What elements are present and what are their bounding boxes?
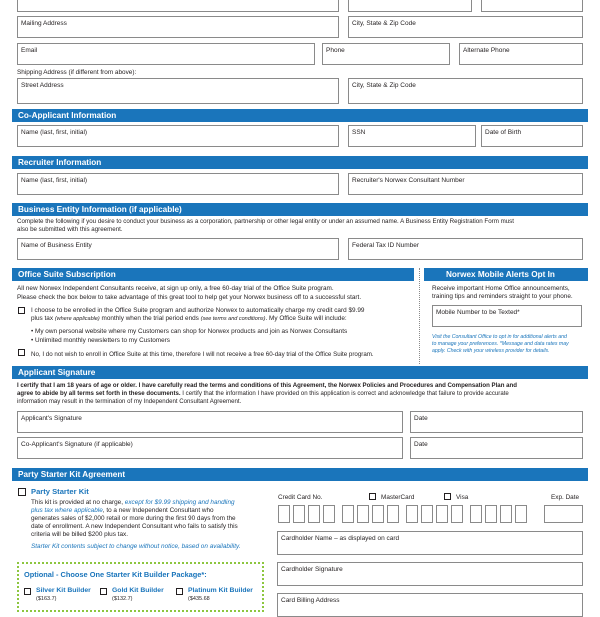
coapplicant-ssn-field[interactable] <box>348 125 476 147</box>
mobile-text-2: training tips and reminders straight to your phone. <box>432 293 573 300</box>
party-starter-kit-header: Party Starter Kit Agreement <box>12 468 588 481</box>
shipping-city-state-zip-field[interactable] <box>348 78 583 104</box>
credit-card-digit-cell[interactable] <box>372 505 384 523</box>
business-entity-header: Business Entity Information (if applicable) <box>12 203 588 216</box>
credit-card-digit-cell[interactable] <box>485 505 497 523</box>
street-address-label: Street Address <box>21 82 64 89</box>
credit-card-digit-cell[interactable] <box>357 505 369 523</box>
silver-kit-price: ($163.7) <box>36 596 57 602</box>
business-name-label: Name of Business Entity <box>21 242 92 249</box>
credit-card-digit-cell[interactable] <box>387 505 399 523</box>
coapplicant-dob-label: Date of Birth <box>485 129 522 136</box>
credit-card-digit-cell[interactable] <box>293 505 305 523</box>
party-desc-3: generates sales of $2,000 retail or more during the first 90 days from the <box>31 515 236 522</box>
gold-kit-checkbox[interactable] <box>100 588 107 595</box>
office-opt-in-checkbox[interactable] <box>18 307 25 314</box>
credit-card-digit-cell[interactable] <box>323 505 335 523</box>
recruiter-consultant-number-field[interactable] <box>348 173 583 195</box>
mobile-text-1: Receive important Home Office announcements, <box>432 285 570 292</box>
party-desc-2 <box>31 507 214 515</box>
office-opt-in-2a: plus tax <box>31 315 55 322</box>
visa-checkbox[interactable] <box>444 493 451 500</box>
gold-kit-label: Gold Kit Builder <box>112 587 164 594</box>
office-bullet-1: • My own personal website where my Customers can shop for Norwex products and join as Norwex Consultants <box>31 328 348 335</box>
credit-card-digit-cell[interactable] <box>500 505 512 523</box>
party-desc-4: date of enrollment. A new Independent Consultant who fails to satisfy this <box>31 523 238 530</box>
office-opt-in-2e: . My Office Suite will include: <box>265 315 347 322</box>
credit-card-digit-cell[interactable] <box>421 505 433 523</box>
top-field-2[interactable] <box>348 0 472 12</box>
top-field-1[interactable] <box>17 0 339 12</box>
silver-kit-label: Silver Kit Builder <box>36 587 91 594</box>
business-name-field[interactable] <box>17 238 339 260</box>
exp-date-field[interactable] <box>544 505 583 523</box>
cert-line-1: I certify that I am 18 years of age or older. I have carefully read the terms and conditions of this Agreement, the Norwex Policies and Procedures and Compensation Plan and <box>17 382 517 389</box>
coapplicant-name-field[interactable] <box>17 125 339 147</box>
party-desc-1b: except for $9.99 shipping and handling <box>124 499 235 506</box>
street-address-field[interactable] <box>17 78 339 104</box>
recruiter-header: Recruiter Information <box>12 156 588 169</box>
office-opt-in-text-1: I choose to be enrolled in the Office Suite program and authorize Norwex to automatically charge my credit card $9.99 <box>31 307 365 314</box>
applicant-date-label: Date <box>414 415 428 422</box>
mobile-number-label: Mobile Number to be Texted* <box>436 309 520 316</box>
phone-label: Phone <box>326 47 345 54</box>
federal-tax-id-field[interactable] <box>348 238 583 260</box>
credit-card-digit-cell[interactable] <box>470 505 482 523</box>
gold-kit-price: ($132.7) <box>112 596 133 602</box>
coapplicant-signature-label: Co-Applicant's Signature (if applicable) <box>21 441 133 448</box>
party-desc-1a: This kit is provided at no charge, <box>31 499 125 506</box>
office-intro-1: All new Norwex Independent Consultants receive, at sign up only, a free 60-day trial of the Office Suite program. <box>17 285 334 292</box>
applicant-signature-field[interactable] <box>17 411 403 433</box>
office-opt-in-2c: monthly when the trial period ends <box>99 315 201 322</box>
office-divider <box>419 268 421 364</box>
cardholder-name-field[interactable] <box>277 531 583 555</box>
party-desc-6: Starter Kit contents subject to change without notice, based on availability. <box>31 543 241 550</box>
applicant-date-field[interactable] <box>410 411 583 433</box>
party-kit-checkbox[interactable] <box>18 488 26 496</box>
cert-line-3: information may result in the termination of my Independent Consultant Agreement. <box>17 398 242 405</box>
coapplicant-name-label: Name (last, first, initial) <box>21 129 88 136</box>
platinum-kit-price: ($435.68 <box>188 596 210 602</box>
card-billing-address-field[interactable] <box>277 593 583 617</box>
applicant-signature-label: Applicant's Signature <box>21 415 82 422</box>
shipping-city-label: City, State & Zip Code <box>352 82 416 89</box>
cardholder-name-label: Cardholder Name – as displayed on card <box>281 535 400 542</box>
office-intro-2: Please check the box below to take advantage of this great tool to help get your Norwex business off to a successful start. <box>17 294 362 301</box>
federal-tax-id-label: Federal Tax ID Number <box>352 242 420 249</box>
mastercard-label: MasterCard <box>381 494 415 501</box>
coapplicant-date-label: Date <box>414 441 428 448</box>
mastercard-checkbox[interactable] <box>369 493 376 500</box>
office-bullet-2: • Unlimited monthly newsletters to my Customers <box>31 337 170 344</box>
mobile-number-field[interactable] <box>432 305 582 327</box>
top-field-3[interactable] <box>481 0 583 12</box>
recruiter-number-label: Recruiter's Norwex Consultant Number <box>352 177 465 184</box>
cert-line-2a: agree to abide by all terms set forth in these documents. <box>17 390 181 397</box>
coapplicant-date-field[interactable] <box>410 437 583 459</box>
mailing-city-state-zip-field[interactable] <box>348 16 583 38</box>
credit-card-digit-cell[interactable] <box>406 505 418 523</box>
mobile-alerts-header: Norwex Mobile Alerts Opt In <box>424 268 588 281</box>
credit-card-digit-cell[interactable] <box>451 505 463 523</box>
office-opt-out-checkbox[interactable] <box>18 349 25 356</box>
office-opt-in-2b: (where applicable) <box>54 316 100 322</box>
credit-card-digit-cell[interactable] <box>308 505 320 523</box>
mailing-address-field[interactable] <box>17 16 339 38</box>
recruiter-name-label: Name (last, first, initial) <box>21 177 88 184</box>
credit-card-digit-cell[interactable] <box>342 505 354 523</box>
business-instructions-1: Complete the following if you desire to conduct your business as a corporation, partnership or other legal entity or under an assumed name. A Business Entity Registration Form must <box>17 218 514 225</box>
phone-field[interactable] <box>322 43 450 65</box>
mobile-note-1: Visit the Consultant Office to opt in for additional alerts and <box>432 334 567 340</box>
coapplicant-dob-field[interactable] <box>481 125 583 147</box>
coapplicant-signature-field[interactable] <box>17 437 403 459</box>
party-desc-2b: , to a new Independent Consultant who <box>102 507 214 514</box>
recruiter-name-field[interactable] <box>17 173 339 195</box>
mobile-note-3: apply. Check with your wireless provider for details. <box>432 348 550 354</box>
email-label: Email <box>21 47 38 54</box>
office-opt-out-text: No, I do not wish to enroll in Office Suite at this time, therefore I will not receive a free 60-day trial of the Office Suite program. <box>31 351 374 358</box>
cardholder-signature-field[interactable] <box>277 562 583 586</box>
party-desc-1 <box>31 499 235 507</box>
card-billing-address-label: Card Billing Address <box>281 597 340 604</box>
platinum-kit-label: Platinum Kit Builder <box>188 587 253 594</box>
shipping-note: Shipping Address (if different from above): <box>17 69 137 76</box>
cert-line-2 <box>17 390 509 398</box>
office-opt-in-text-2 <box>31 315 347 323</box>
email-field[interactable] <box>17 43 315 65</box>
silver-kit-checkbox[interactable] <box>24 588 31 595</box>
applicant-signature-header: Applicant Signature <box>12 366 588 379</box>
alternate-phone-label: Alternate Phone <box>463 47 510 54</box>
exp-date-label: Exp. Date <box>551 494 580 501</box>
coapplicant-header: Co-Applicant Information <box>12 109 588 122</box>
cardholder-signature-label: Cardholder Signature <box>281 566 343 573</box>
coapplicant-ssn-label: SSN <box>352 129 366 136</box>
party-desc-2a: plus tax where applicable <box>31 507 103 514</box>
visa-label: Visa <box>456 494 469 501</box>
office-opt-in-2d: (see terms and conditions) <box>200 316 266 322</box>
mobile-note-2: to manage your preferences. *Message and data rates may <box>432 341 569 347</box>
party-kit-title: Party Starter Kit <box>31 487 89 496</box>
platinum-kit-checkbox[interactable] <box>176 588 183 595</box>
mailing-city-label: City, State & Zip Code <box>352 20 416 27</box>
alternate-phone-field[interactable] <box>459 43 583 65</box>
credit-card-no-label: Credit Card No. <box>278 494 323 501</box>
cert-line-2b: I certify that the information I have provided on this application is correct and acknowledge that failure to provide accurate <box>180 390 509 397</box>
credit-card-digit-cell[interactable] <box>436 505 448 523</box>
credit-card-digit-cell[interactable] <box>278 505 290 523</box>
party-desc-5: criteria will be billed $200 plus tax. <box>31 531 128 538</box>
credit-card-digit-cell[interactable] <box>515 505 527 523</box>
optional-kit-title: Optional - Choose One Starter Kit Builder Package*: <box>24 570 207 579</box>
business-instructions-2: also be submitted with this agreement. <box>17 226 123 233</box>
mailing-address-label: Mailing Address <box>21 20 67 27</box>
office-suite-header: Office Suite Subscription <box>12 268 414 281</box>
